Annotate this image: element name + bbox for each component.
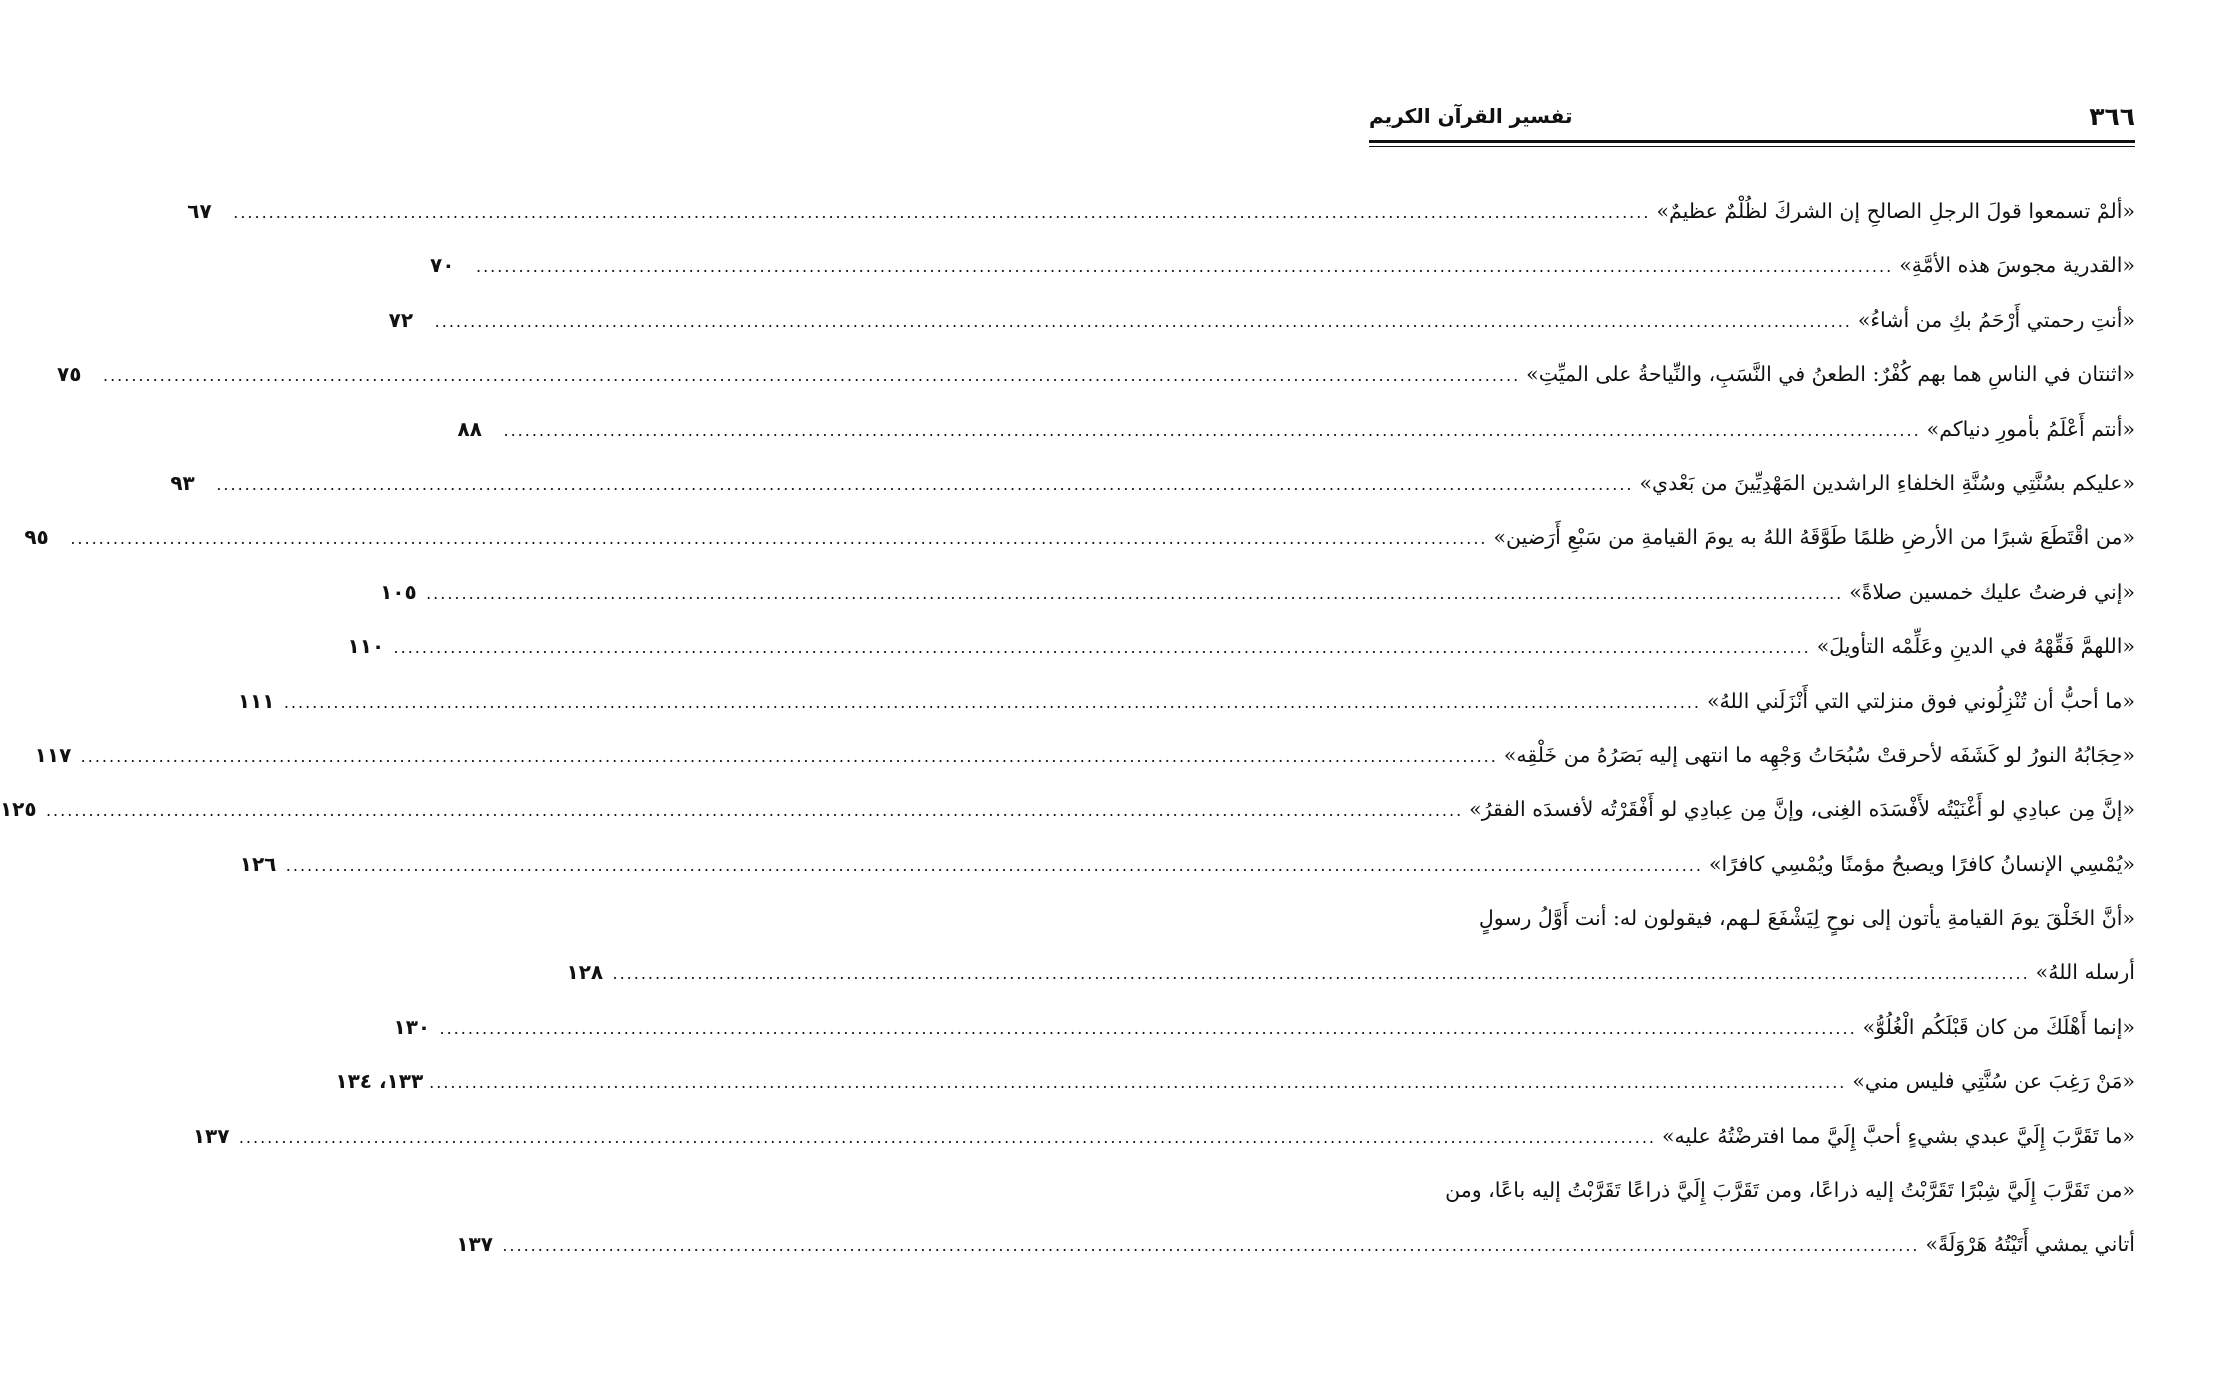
leader-dots: ........................................................................................................................................................................................................ [434,311,1852,331]
leader-dots: ........................................................................................................................................................................................................ [502,1236,1920,1256]
entry-page-number: ١٣٧ [192,1123,230,1148]
leader-dots: ........................................................................................................................................................................................................ [285,855,1703,875]
leader-dots: ........................................................................................................................................................................................................ [439,1018,1857,1038]
entry-page-number: ٧٥ [56,362,82,387]
entry-page-number: ١٢٥ [0,797,37,822]
index-entry [388,293,2135,347]
entry-page-number: ١٣٣، ١٣٤ [335,1069,424,1094]
index-entry [192,1109,2135,1163]
entry-text: «اثنتان في الناسِ هما بهم كُفْرٌ: الطعنُ في النَّسَبِ، والنِّياحةُ على الميِّتِ» [1526,362,2135,387]
entry-text: «إنَّ مِن عبادِي لو أَغْنَيْتُه لأَفْسَدَه الغِنى، وإنَّ مِن عِبادِي لو أَفْقَرْتُه لأفسدَه الفقرُ» [1469,797,2135,822]
entry-page-number: ١٢٨ [566,960,604,985]
entry-text: «من تَقَرَّبَ إِلَيَّ شِبْرًا تَقَرَّبْتُ إليه ذراعًا، ومن تَقَرَّبَ إِلَيَّ ذراعًا تَقَرَّبْتُ إليه باعًا، ومن [1445,1178,2135,1203]
entry-page-number: ٧٠ [430,253,455,278]
leader-dots: ........................................................................................................................................................................................................ [233,203,1651,222]
entry-page-number: ١٣٠ [393,1014,431,1039]
index-entry [335,1054,2135,1108]
entry-text: «أنتم أَعْلَمُ بأمورِ دنياكم» [1926,416,2135,441]
index-entry [56,347,2135,401]
entry-page-number: ٧٢ [388,307,414,332]
entry-text: «اللهمَّ فَقِّهْهُ في الدينِ وعَلِّمْه التأويلَ» [1816,634,2135,659]
entry-text: «حِجَابُهُ النورُ لو كَشَفَه لأحرقتْ سُبُحَاتُ وَجْهِه ما انتهى إليه بَصَرُهُ من خَلْقِه» [1503,742,2135,767]
entry-text: «إني فرضتُ عليك خمسين صلاةً» [1849,579,2135,604]
entry-page-number: ١١٠ [347,634,385,659]
entry-text: «عليكم بسُنَّتِي وسُنَّةِ الخلفاءِ الراشدين المَهْدِيِّينَ من بَعْدي» [1639,470,2135,495]
leader-dots: ........................................................................................................................................................................................................ [476,257,1894,277]
index-entry [566,945,2135,999]
entry-text: «أنتِ رحمتي أَرْحَمُ بكِ من أشاءُ» [1857,307,2135,332]
leader-dots: ........................................................................................................................................................................................................ [45,801,1464,821]
book-page [0,96,2135,1306]
index-entry [430,238,2135,292]
book-title: تفسير القرآن الكريم [1369,104,1573,128]
leader-dots: ........................................................................................................................................................................................................ [70,529,1488,549]
page-number: ٣٦٦ [2089,102,2135,131]
index-entries [0,184,2135,1272]
leader-dots: ........................................................................................................................................................................................................ [426,583,1844,603]
header-rule-thick [1369,140,2135,143]
leader-dots: ........................................................................................................................................................................................................ [503,420,1921,440]
entry-text: «ألمْ تسمعوا قولَ الرجلِ الصالحِ إن الشركَ لظُلْمٌ عظيمٌ» [1656,199,2135,223]
leader-dots: ........................................................................................................................................................................................................ [429,1073,1847,1093]
leader-dots: ........................................................................................................................................................................................................ [612,964,2030,984]
index-entry [187,184,2135,238]
index-entry [457,402,2135,456]
leader-dots: ........................................................................................................................................................................................................ [102,366,1521,386]
header-rule-thin [1369,146,2135,147]
entry-page-number: ١١١ [237,688,275,713]
entry-page-number: ٨٨ [457,416,482,441]
entry-page-number: ١١٧ [34,742,72,767]
index-entry [237,674,2135,728]
entry-text: «مَنْ رَغِبَ عن سُنَّتِي فليس مني» [1852,1069,2135,1094]
index-entry [380,565,2135,619]
entry-page-number: ١٠٥ [380,579,417,604]
entry-text: «ما تَقَرَّبَ إِلَيَّ عبدي بشيءٍ أحبَّ إِلَيَّ مما افترضْتُهُ عليه» [1662,1123,2135,1148]
page-header [1369,96,2135,136]
entry-page-number: ١٢٦ [239,851,277,876]
entry-page-number: ٦٧ [187,199,212,223]
index-entry [347,619,2135,673]
entry-page-number: ١٣٧ [456,1232,493,1257]
index-entry [239,837,2135,891]
entry-text: «ما أحبُّ أن تُنْزِلُوني فوق منزلتي التي أَنْزَلَني اللهُ» [1707,688,2135,713]
entry-text: أرسله اللهُ» [2035,960,2135,985]
entry-page-number: ٩٥ [24,525,49,550]
entry-text: «إنما أَهْلَكَ من كان قَبْلَكُم الْغُلُوُّ» [1862,1014,2135,1039]
leader-dots: ........................................................................................................................................................................................................ [393,638,1811,658]
entry-text: «يُمْسِي الإنسانُ كافرًا ويصبحُ مؤمنًا ويُمْسِي كافرًا» [1708,851,2135,876]
leader-dots: ........................................................................................................................................................................................................ [238,1127,1656,1147]
leader-dots: ........................................................................................................................................................................................................ [80,746,1498,766]
index-entry [1369,1163,2135,1217]
index-entry [24,510,2135,564]
index-entry [393,1000,2135,1054]
entry-text: «من اقْتَطَعَ شبرًا من الأرضِ ظلمًا طَوَّقَهُ اللهُ به يومَ القيامةِ من سَبْعِ أَرَضين» [1493,525,2135,550]
leader-dots: ........................................................................................................................................................................................................ [216,474,1634,494]
entry-text: أتاني يمشي أَتَيْتُهُ هَرْوَلَةً» [1925,1232,2135,1257]
index-entry [34,728,2135,782]
entry-text: «القدرية مجوسَ هذه الأمَّةِ» [1899,253,2135,278]
index-entry [456,1217,2135,1271]
index-entry [1369,891,2135,945]
index-entry [0,782,2135,836]
leader-dots: ........................................................................................................................................................................................................ [283,692,1702,712]
entry-text: «أنَّ الخَلْقَ يومَ القيامةِ يأتون إلى نوحٍ لِيَشْفَعَ لـهم، فيقولون له: أنت أَوَّلُ رسولٍ [1478,906,2135,931]
entry-page-number: ٩٣ [170,470,195,495]
index-entry [170,456,2135,510]
